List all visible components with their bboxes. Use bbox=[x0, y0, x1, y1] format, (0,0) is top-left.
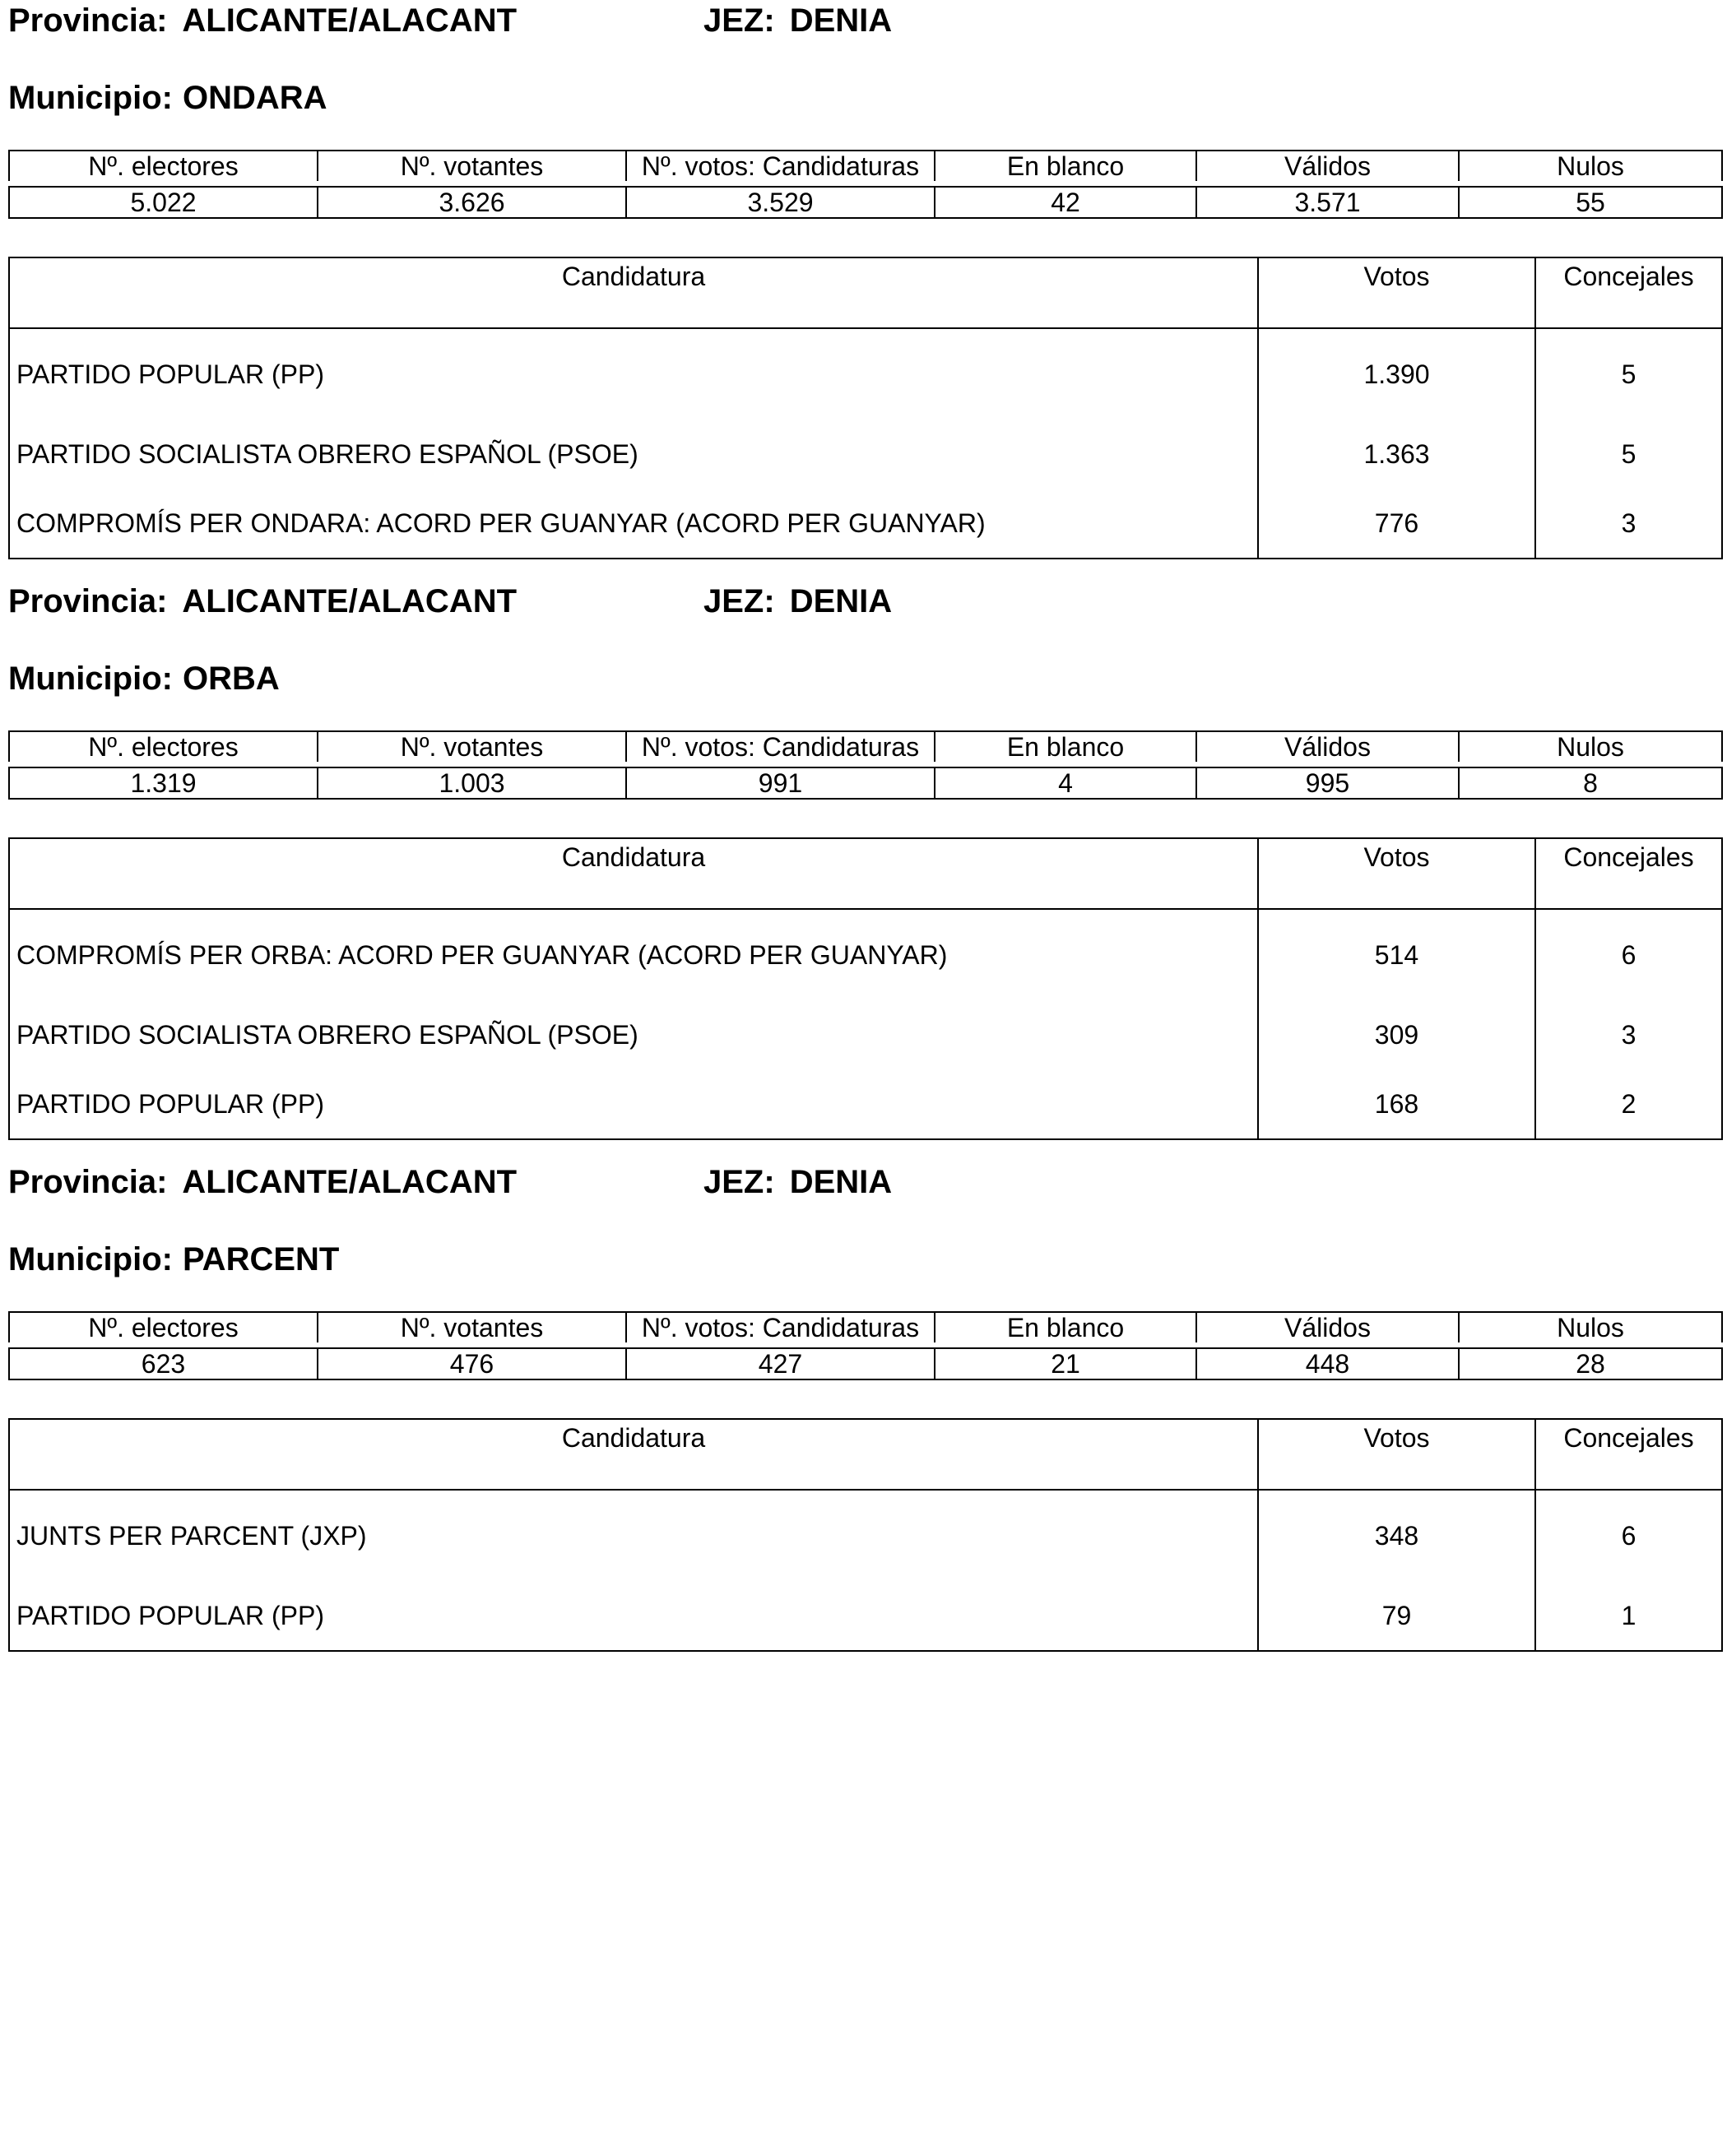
stats-header-votantes: Nº. votantes bbox=[318, 151, 626, 181]
candidate-concejales: 5 bbox=[1535, 328, 1722, 420]
jez-label: JEZ: bbox=[703, 583, 775, 619]
provincia-heading bbox=[8, 0, 517, 41]
cand-header-candidatura: Candidatura bbox=[9, 257, 1258, 328]
stats-value-en-blanco: 42 bbox=[935, 187, 1196, 218]
candidaturas-table bbox=[8, 837, 1723, 1140]
table-row bbox=[9, 1000, 1722, 1069]
stats-value-validos: 3.571 bbox=[1196, 187, 1459, 218]
stats-value-electores: 5.022 bbox=[9, 187, 318, 218]
candidate-votos: 309 bbox=[1258, 1000, 1535, 1069]
stats-header-votos-candidaturas: Nº. votos: Candidaturas bbox=[626, 151, 935, 181]
stats-header-electores: Nº. electores bbox=[9, 731, 318, 762]
stats-value-votantes: 3.626 bbox=[318, 187, 626, 218]
stats-header-votos-candidaturas: Nº. votos: Candidaturas bbox=[626, 731, 935, 762]
jez-value: DENIA bbox=[789, 2, 893, 39]
stats-header-nulos: Nulos bbox=[1459, 151, 1722, 181]
jez-value: DENIA bbox=[789, 1164, 893, 1200]
stats-header-votantes: Nº. votantes bbox=[318, 1312, 626, 1342]
stats-value-nulos: 55 bbox=[1459, 187, 1722, 218]
municipio-heading bbox=[8, 658, 280, 699]
stats-header-electores: Nº. electores bbox=[9, 1312, 318, 1342]
candidate-concejales: 5 bbox=[1535, 420, 1722, 489]
municipio-value: PARCENT bbox=[182, 1241, 340, 1277]
provincia-label: Provincia: bbox=[8, 1164, 168, 1200]
stats-header-nulos: Nulos bbox=[1459, 1312, 1722, 1342]
stats-table bbox=[8, 1311, 1723, 1380]
stats-header-validos: Válidos bbox=[1196, 1312, 1459, 1342]
stats-value-validos: 448 bbox=[1196, 1348, 1459, 1379]
stats-value-votantes: 1.003 bbox=[318, 767, 626, 799]
municipio-heading bbox=[8, 1239, 339, 1280]
candidate-votos: 79 bbox=[1258, 1581, 1535, 1651]
stats-value-votos-candidaturas: 3.529 bbox=[626, 187, 935, 218]
jez-label: JEZ: bbox=[703, 1164, 775, 1200]
jez-label: JEZ: bbox=[703, 2, 775, 39]
section-orba bbox=[8, 581, 1721, 1124]
stats-header-validos: Válidos bbox=[1196, 731, 1459, 762]
provincia-value: ALICANTE/ALACANT bbox=[182, 583, 518, 619]
municipio-label: Municipio: bbox=[8, 1241, 173, 1277]
jez-heading bbox=[703, 581, 892, 622]
cand-header-candidatura: Candidatura bbox=[9, 838, 1258, 909]
table-row bbox=[9, 1581, 1722, 1651]
candidaturas-table bbox=[8, 257, 1723, 559]
stats-header-nulos: Nulos bbox=[1459, 731, 1722, 762]
stats-header-en-blanco: En blanco bbox=[935, 1312, 1196, 1342]
municipio-value: ORBA bbox=[182, 661, 280, 697]
cand-header-concejales: Concejales bbox=[1535, 1419, 1722, 1490]
stats-value-en-blanco: 4 bbox=[935, 767, 1196, 799]
candidate-name: PARTIDO POPULAR (PP) bbox=[9, 328, 1258, 420]
table-row bbox=[9, 1490, 1722, 1581]
stats-value-votos-candidaturas: 991 bbox=[626, 767, 935, 799]
stats-table bbox=[8, 730, 1723, 800]
stats-header-en-blanco: En blanco bbox=[935, 731, 1196, 762]
provincia-value: ALICANTE/ALACANT bbox=[182, 1164, 518, 1200]
candidate-concejales: 3 bbox=[1535, 1000, 1722, 1069]
cand-header-votos: Votos bbox=[1258, 257, 1535, 328]
candidate-concejales: 6 bbox=[1535, 1490, 1722, 1581]
cand-header-votos: Votos bbox=[1258, 1419, 1535, 1490]
candidate-concejales: 2 bbox=[1535, 1069, 1722, 1139]
section-parcent bbox=[8, 1161, 1721, 1639]
candidate-votos: 1.390 bbox=[1258, 328, 1535, 420]
table-row bbox=[9, 328, 1722, 420]
stats-value-votantes: 476 bbox=[318, 1348, 626, 1379]
candidate-concejales: 1 bbox=[1535, 1581, 1722, 1651]
stats-value-electores: 623 bbox=[9, 1348, 318, 1379]
stats-header-votantes: Nº. votantes bbox=[318, 731, 626, 762]
candidate-votos: 514 bbox=[1258, 909, 1535, 1000]
section-ondara bbox=[8, 0, 1721, 543]
cand-header-candidatura: Candidatura bbox=[9, 1419, 1258, 1490]
stats-header-votos-candidaturas: Nº. votos: Candidaturas bbox=[626, 1312, 935, 1342]
candidate-name: PARTIDO SOCIALISTA OBRERO ESPAÑOL (PSOE) bbox=[9, 420, 1258, 489]
provincia-heading bbox=[8, 581, 517, 622]
candidate-name: PARTIDO POPULAR (PP) bbox=[9, 1581, 1258, 1651]
table-row bbox=[9, 909, 1722, 1000]
provincia-value: ALICANTE/ALACANT bbox=[182, 2, 518, 39]
provincia-label: Provincia: bbox=[8, 2, 168, 39]
candidate-concejales: 6 bbox=[1535, 909, 1722, 1000]
stats-value-en-blanco: 21 bbox=[935, 1348, 1196, 1379]
cand-header-concejales: Concejales bbox=[1535, 257, 1722, 328]
cand-header-concejales: Concejales bbox=[1535, 838, 1722, 909]
stats-header-electores: Nº. electores bbox=[9, 151, 318, 181]
stats-value-nulos: 8 bbox=[1459, 767, 1722, 799]
cand-header-votos: Votos bbox=[1258, 838, 1535, 909]
provincia-heading bbox=[8, 1161, 517, 1203]
candidate-name: JUNTS PER PARCENT (JXP) bbox=[9, 1490, 1258, 1581]
stats-value-electores: 1.319 bbox=[9, 767, 318, 799]
municipio-heading bbox=[8, 77, 327, 118]
candidate-concejales: 3 bbox=[1535, 489, 1722, 559]
candidate-votos: 1.363 bbox=[1258, 420, 1535, 489]
stats-header-validos: Válidos bbox=[1196, 151, 1459, 181]
candidate-name: PARTIDO SOCIALISTA OBRERO ESPAÑOL (PSOE) bbox=[9, 1000, 1258, 1069]
candidate-name: COMPROMÍS PER ONDARA: ACORD PER GUANYAR (ACORD PER GUANYAR) bbox=[9, 489, 1258, 559]
candidate-votos: 348 bbox=[1258, 1490, 1535, 1581]
candidate-votos: 776 bbox=[1258, 489, 1535, 559]
stats-header-en-blanco: En blanco bbox=[935, 151, 1196, 181]
table-row bbox=[9, 1069, 1722, 1139]
candidate-votos: 168 bbox=[1258, 1069, 1535, 1139]
table-row bbox=[9, 420, 1722, 489]
municipio-value: ONDARA bbox=[182, 80, 327, 116]
stats-value-validos: 995 bbox=[1196, 767, 1459, 799]
stats-value-votos-candidaturas: 427 bbox=[626, 1348, 935, 1379]
jez-heading bbox=[703, 1161, 892, 1203]
stats-value-nulos: 28 bbox=[1459, 1348, 1722, 1379]
candidate-name: COMPROMÍS PER ORBA: ACORD PER GUANYAR (ACORD PER GUANYAR) bbox=[9, 909, 1258, 1000]
municipio-label: Municipio: bbox=[8, 80, 173, 116]
municipio-label: Municipio: bbox=[8, 661, 173, 697]
stats-table bbox=[8, 150, 1723, 219]
jez-value: DENIA bbox=[789, 583, 893, 619]
candidaturas-table bbox=[8, 1418, 1723, 1652]
jez-heading bbox=[703, 0, 892, 41]
provincia-label: Provincia: bbox=[8, 583, 168, 619]
table-row bbox=[9, 489, 1722, 559]
candidate-name: PARTIDO POPULAR (PP) bbox=[9, 1069, 1258, 1139]
